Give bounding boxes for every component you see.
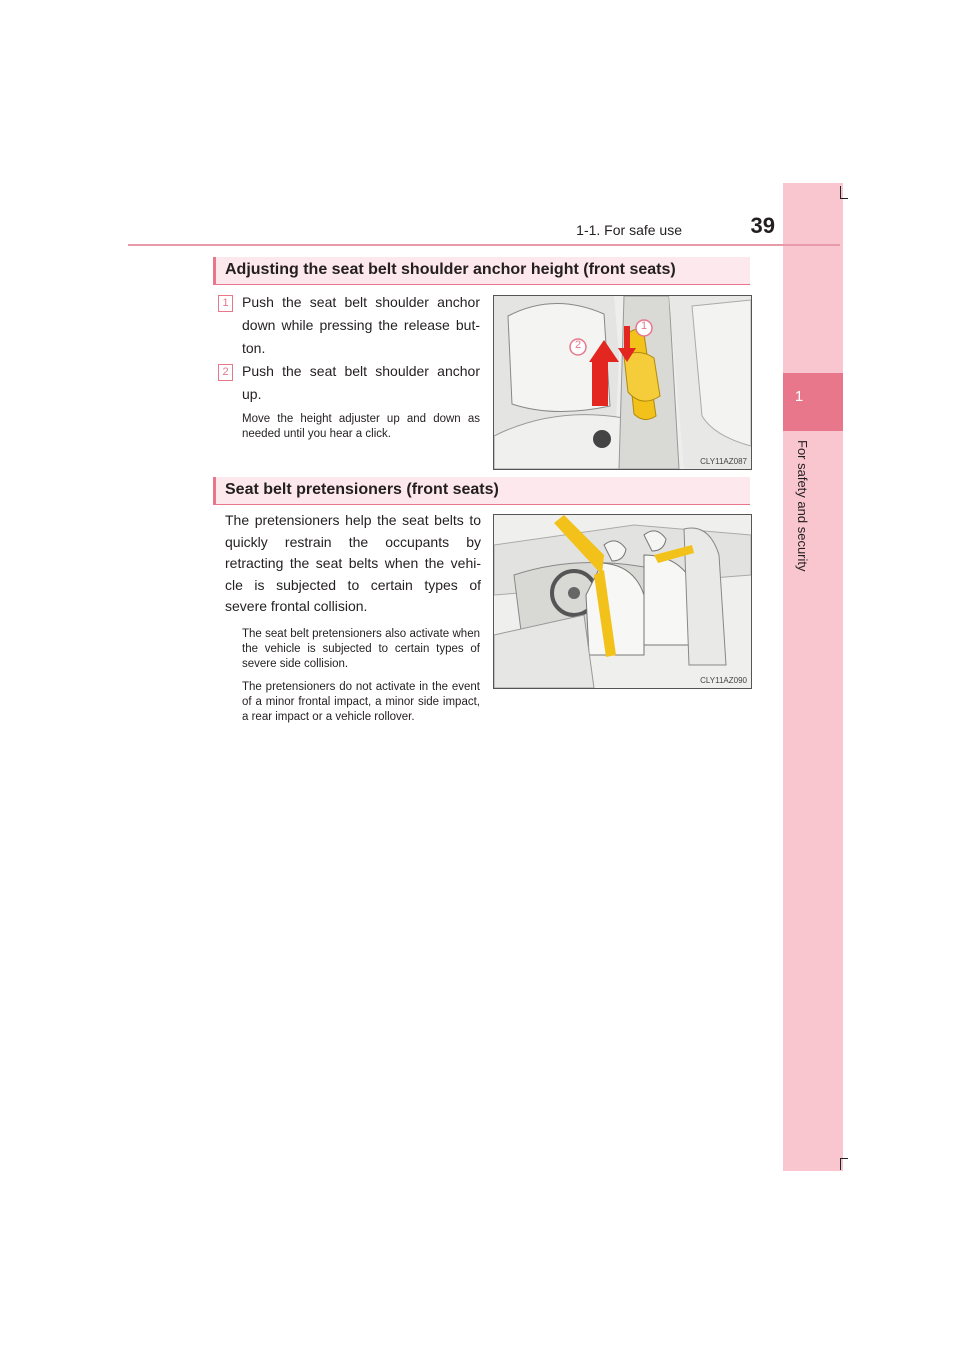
section-heading-pretensioners: Seat belt pretensioners (front seats) xyxy=(225,481,499,498)
running-section-label: 1-1. For safe use xyxy=(576,222,682,238)
shoulder-anchor-figure xyxy=(493,295,752,470)
step-1-marker: 1 xyxy=(218,295,233,312)
section-heading-bar-pretensioners xyxy=(213,477,750,505)
step-2-text: Push the seat belt shoulder anchor up. xyxy=(242,363,480,402)
page-number: 39 xyxy=(750,213,775,238)
pretensioner-note-side-collision: The seat belt pretensioners also activate when the vehicle is subjected to certain types of severe side collision. xyxy=(242,628,480,670)
step-2-marker: 2 xyxy=(218,364,233,381)
crop-mark-top xyxy=(840,186,841,198)
crop-mark-bottom-tick xyxy=(840,1158,848,1159)
shoulder-anchor-illustration xyxy=(494,296,751,469)
pretensioner-illustration xyxy=(494,515,751,688)
header-rule xyxy=(128,244,840,246)
figure-caption: CLY11AZ087 xyxy=(700,457,747,466)
chapter-title: For safety and security xyxy=(795,440,810,572)
chapter-side-tab xyxy=(783,183,843,1171)
step-1-text: Push the seat belt shoulder anchor down while pressing the release but-ton. xyxy=(242,294,480,356)
figure-caption: CLY11AZ090 xyxy=(700,676,747,685)
chapter-number: 1 xyxy=(794,388,804,405)
section-heading: Adjusting the seat belt shoulder anchor height (front seats) xyxy=(225,261,676,278)
section-heading-bar xyxy=(213,257,750,285)
figure-callout-2: 2 xyxy=(574,339,582,351)
pretensioner-figure xyxy=(493,514,752,689)
pretensioner-body-text: The pretensioners help the seat belts to quickly restrain the occupants by retracting the seat belts when the vehi-cle is subjected to certain types of severe frontal collision. xyxy=(225,512,481,615)
crop-mark-bottom xyxy=(840,1158,841,1170)
pretensioner-note-no-activation: The pretensioners do not activate in the event of a minor frontal impact, a minor side impact, a rear impact or a vehicle rollover. xyxy=(242,681,480,723)
adjust-note: Move the height adjuster up and down as needed until you hear a click. xyxy=(242,413,480,440)
figure-callout-1: 1 xyxy=(640,320,648,332)
crop-mark-top-tick xyxy=(840,198,848,199)
